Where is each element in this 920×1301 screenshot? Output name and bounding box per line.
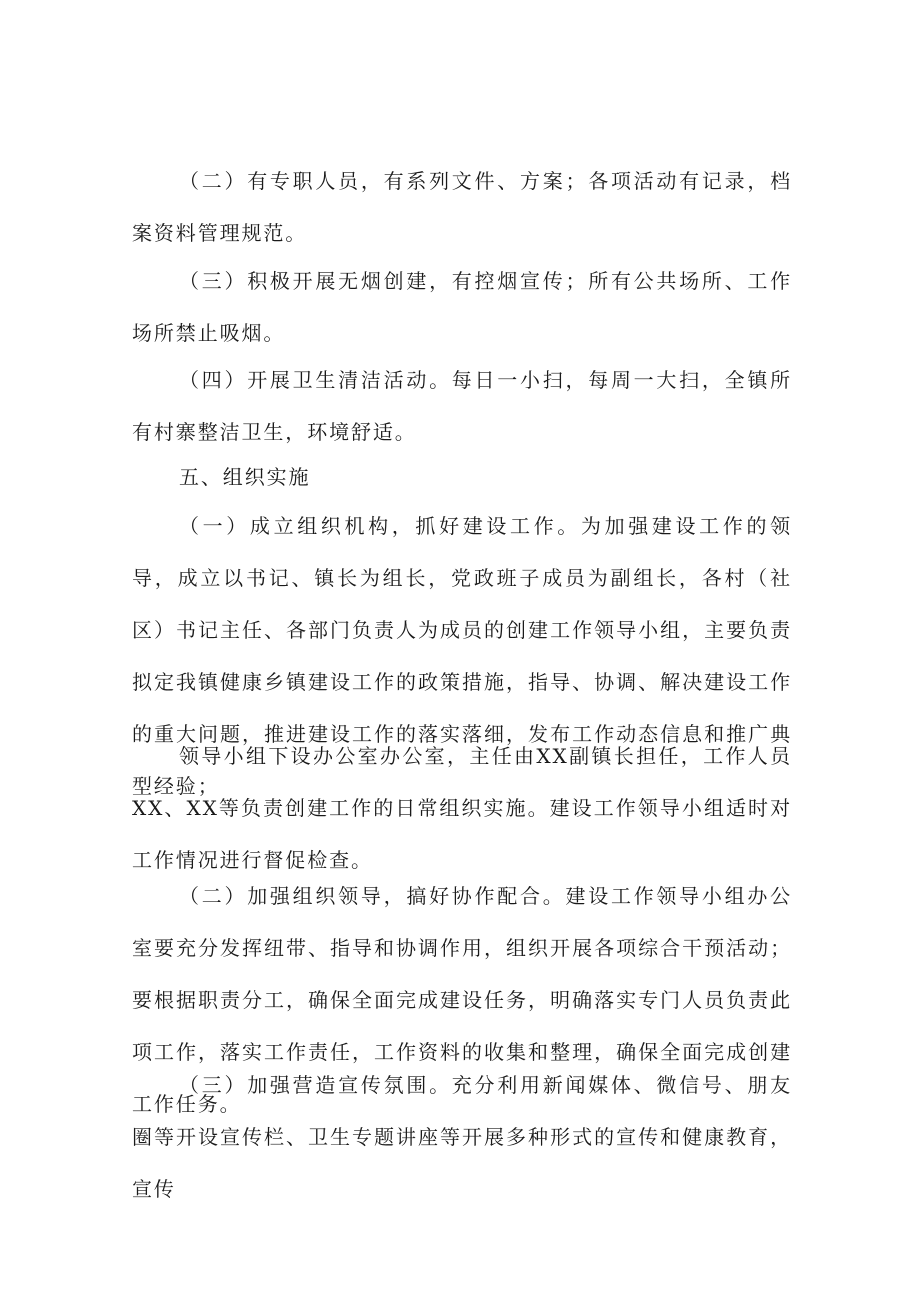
paragraph-leadership: （二）加强组织领导，搞好协作配合。建设工作领导小组办公室要充分发挥纽带、指导和协调作用，组织开展各项综合干预活动；要根据职责分工，确保全面完成建设任务，明确落实专门人员负责此项工作，落实工作责任，工作资料的收集和整理，确保全面完成创建工作任务。 xyxy=(132,884,792,1116)
paragraph-publicity: （三）加强营造宣传氛围。充分利用新闻媒体、微信号、朋友圈等开设宣传栏、卫生专题讲座等开展多种形式的宣传和健康教育，宣传 xyxy=(132,1073,792,1201)
paragraph-sanitation: （四）开展卫生清洁活动。每日一小扫，每周一大扫，全镇所有村寨整洁卫生，环境舒适。 xyxy=(132,368,792,444)
paragraph-smoke-free: （三）积极开展无烟创建，有控烟宣传；所有公共场所、工作场所禁止吸烟。 xyxy=(132,269,792,345)
paragraph-office: 领导小组下设办公室办公室，主任由XX副镇长担任，工作人员XX、XX等负责创建工作的日常组织实施。建设工作领导小组适时对工作情况进行督促检查。 xyxy=(132,744,792,872)
paragraph-organization: （一）成立组织机构，抓好建设工作。为加强建设工作的领导，成立以书记、镇长为组长，党政班子成员为副组长，各村（社区）书记主任、各部门负责人为成员的创建工作领导小组，主要负责拟定我镇健康乡镇建设工作的政策措施，指导、协调、解决建设工作的重大问题，推进建设工作的落实落细，发布工作动态信息和推广典型经验； xyxy=(132,514,792,798)
paragraph-staffing: （二）有专职人员，有系列文件、方案；各项活动有记录，档案资料管理规范。 xyxy=(132,169,792,245)
section-heading-implementation: 五、组织实施 xyxy=(179,465,311,489)
